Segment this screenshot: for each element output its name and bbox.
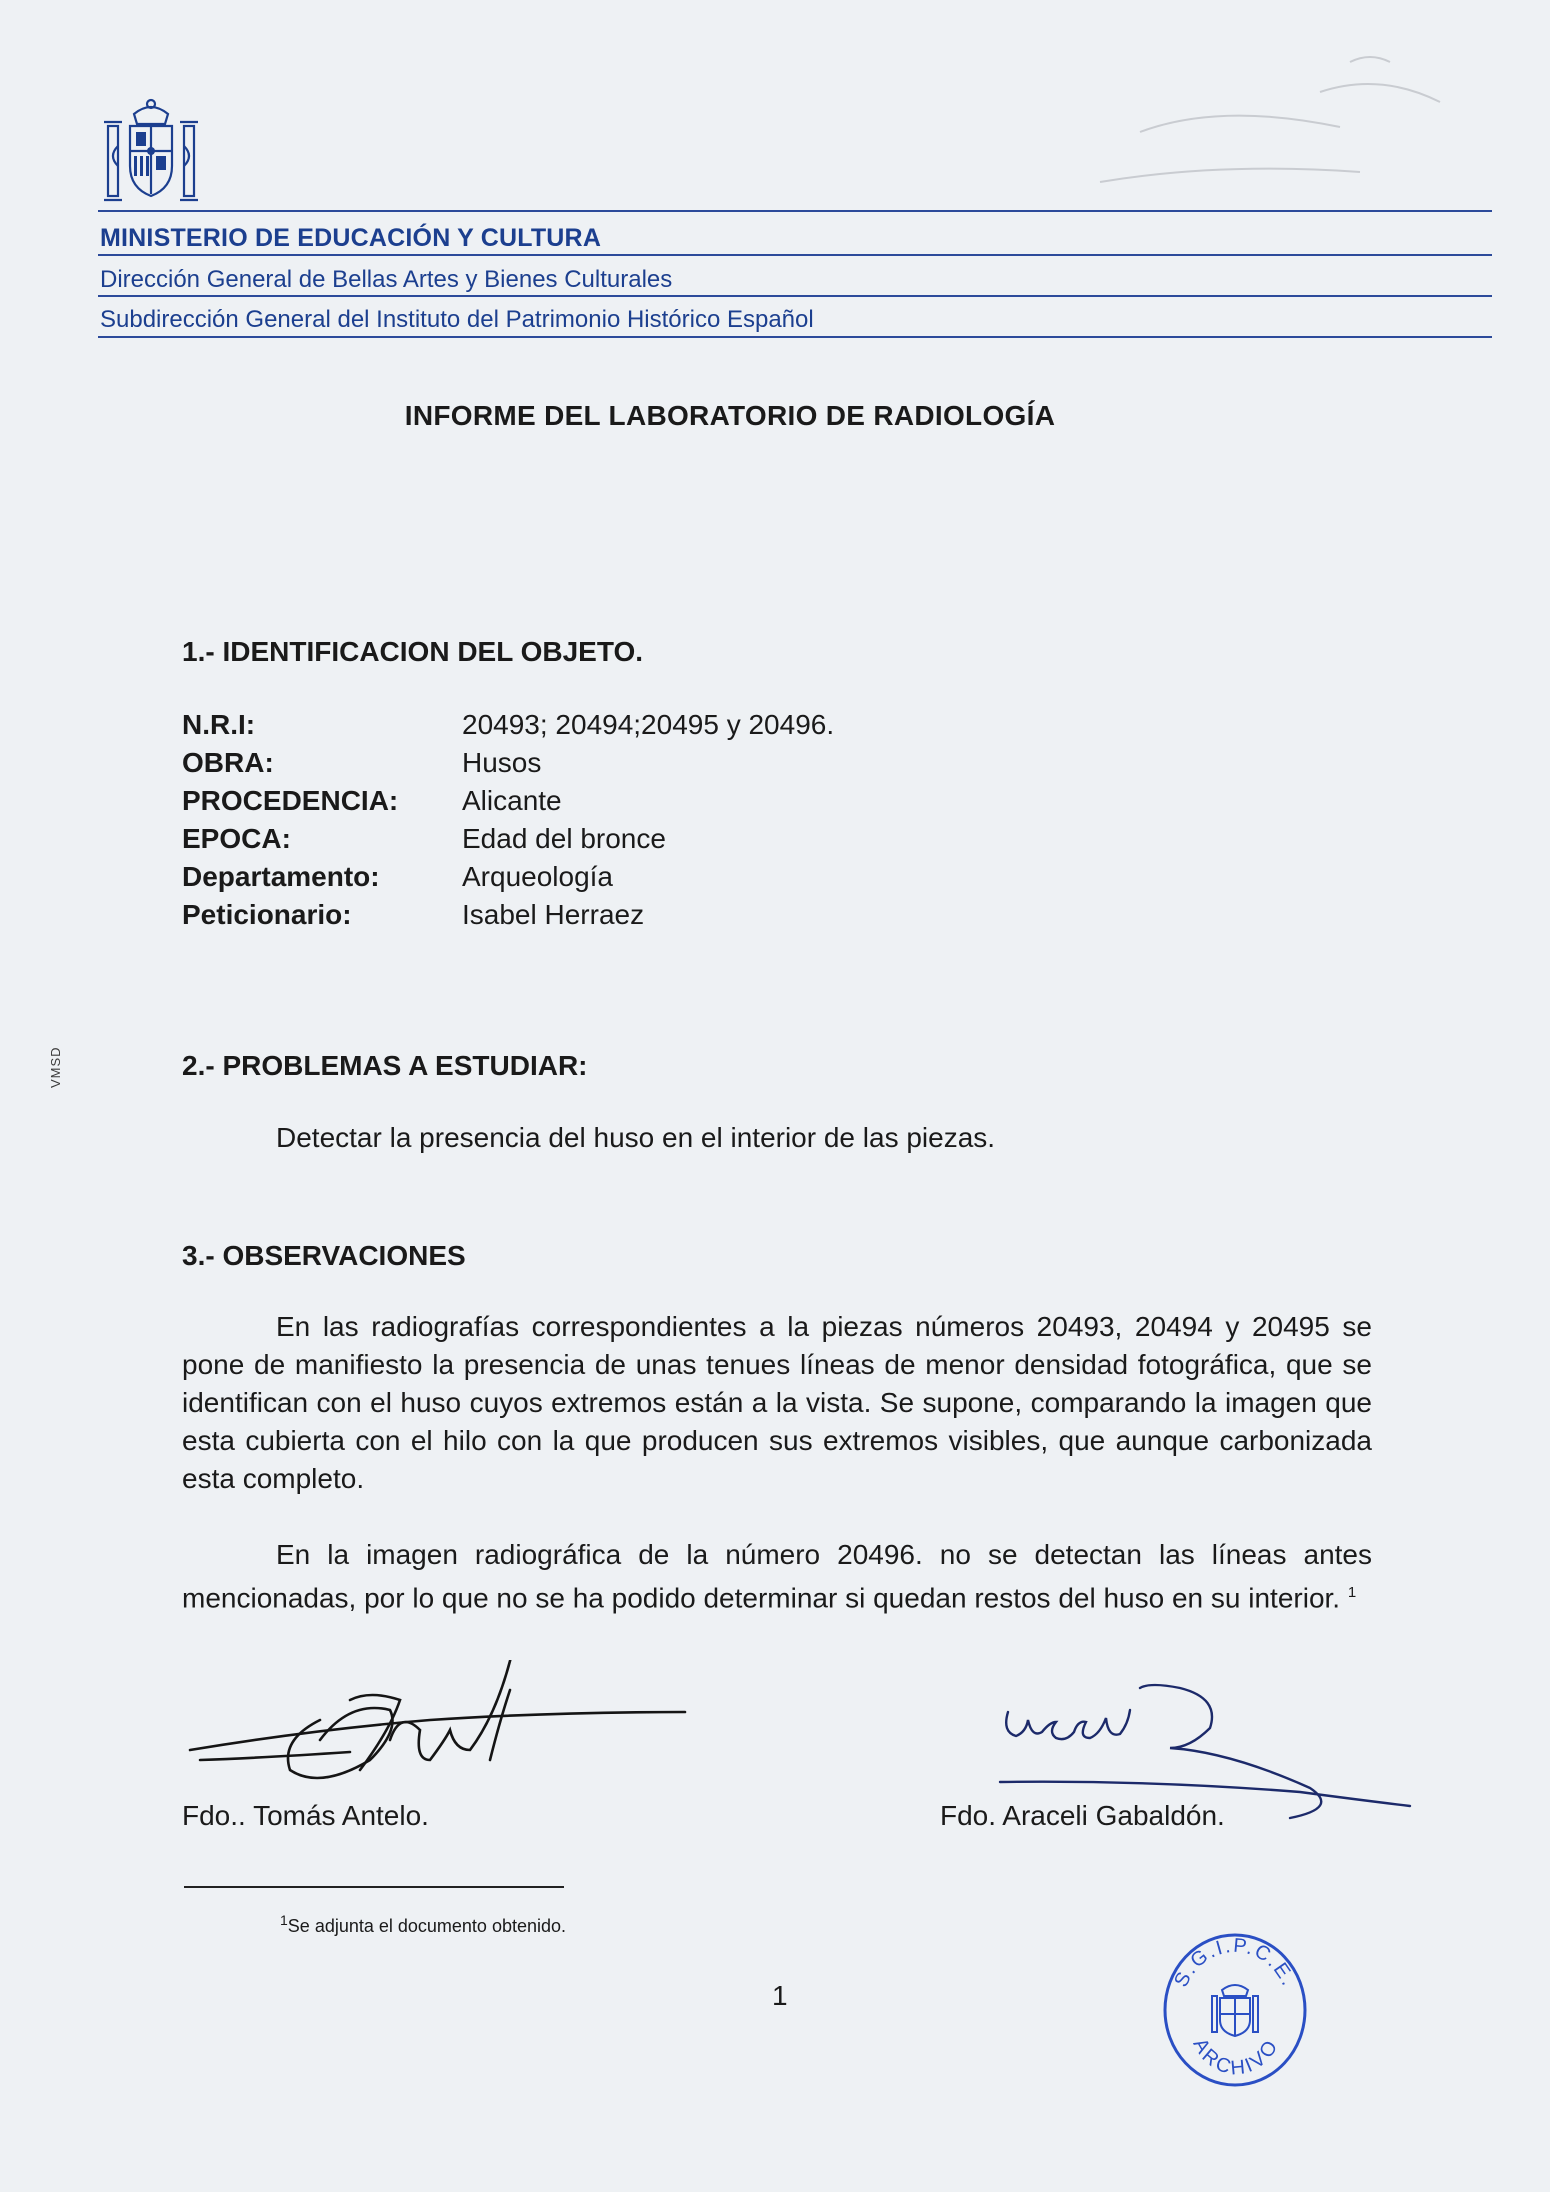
footnote-text: Se adjunta el documento obtenido.: [287, 1916, 567, 1936]
svg-text:ARCHIVO: [1188, 2035, 1283, 2080]
signature-antelo: [180, 1660, 700, 1800]
field-label: Departamento:: [182, 861, 380, 892]
footnote: [280, 1912, 566, 1937]
header-rule-3: [98, 295, 1492, 297]
field-value: Isabel Herraez: [462, 899, 645, 930]
section-3-heading: 3.- OBSERVACIONES: [182, 1240, 466, 1271]
header-rule-1: [98, 210, 1492, 212]
field-nri: [182, 706, 1182, 744]
stamp-top-text: S.G.I.P.C.E.: [1170, 1934, 1300, 1991]
section-1-heading: 1.- IDENTIFICACION DEL OBJETO.: [182, 636, 644, 667]
field-value: Husos: [462, 747, 542, 778]
section-2-heading: 2.- PROBLEMAS A ESTUDIAR:: [182, 1050, 588, 1081]
stamp-crest-icon: [1212, 1985, 1258, 2036]
footnote-mark: 1: [280, 1912, 288, 1928]
field-label: N.R.I:: [182, 709, 256, 740]
field-obra: [182, 744, 1182, 782]
signature-right-name: Fdo. Araceli Gabaldón.: [940, 1800, 1225, 1831]
directorate-name: Dirección General de Bellas Artes y Bienes Culturales: [100, 266, 673, 293]
svg-text:S.G.I.P.C.E.: [1170, 1935, 1300, 1991]
field-peticionario: [182, 896, 1182, 934]
field-departamento: [182, 858, 1182, 896]
margin-note: VMSD: [48, 1046, 63, 1088]
signature-left-name: Fdo.. Tomás Antelo.: [182, 1800, 429, 1831]
field-label: PROCEDENCIA:: [182, 785, 399, 816]
ministry-name: MINISTERIO DE EDUCACIÓN Y CULTURA: [100, 224, 602, 252]
footnote-reference: 1: [1347, 1584, 1357, 1601]
coat-of-arms-icon: [100, 96, 202, 206]
paragraph-text: En la imagen radiográfica de la número 20496. no se detectan las líneas antes mencionadas, por lo que no se ha podido determinar si quedan restos del huso en su interior.: [182, 1539, 1372, 1614]
field-value: Alicante: [462, 785, 562, 816]
report-title: INFORME DEL LABORATORIO DE RADIOLOGÍA: [404, 400, 1056, 431]
observation-paragraph-1: [182, 1308, 1372, 1498]
header-rule-2: [98, 254, 1492, 256]
paragraph-text: En las radiografías correspondientes a la piezas números 20493, 20494 y 20495 se pone de manifiesto la presencia de unas tenues líneas de menor densidad fotográfica, que se identifican con el huso cuyos extremos están a la vista. Se supone, comparando la imagen que esta cubierta con el hilo con la que producen sus extremos visibles, que aunque carbonizada esta completo.: [182, 1311, 1372, 1494]
problem-text: Detectar la presencia del huso en el interior de las piezas.: [276, 1122, 996, 1153]
subdirectorate-name: Subdirección General del Instituto del Patrimonio Histórico Español: [100, 306, 814, 333]
stamp-bottom-text: ARCHIVO: [1188, 2034, 1284, 2080]
field-epoca: [182, 820, 1182, 858]
header-rule-4: [98, 336, 1492, 338]
observation-paragraph-2: [182, 1536, 1372, 1617]
page-number: 1: [772, 1980, 788, 2011]
field-value: 20493; 20494;20495 y 20496.: [462, 709, 835, 740]
field-label: Peticionario:: [182, 899, 352, 930]
field-procedencia: [182, 782, 1182, 820]
field-label: EPOCA:: [182, 823, 291, 854]
field-value: Edad del bronce: [462, 823, 666, 854]
field-label: OBRA:: [182, 747, 274, 778]
archive-stamp: [1160, 1930, 1310, 2090]
field-value: Arqueología: [462, 861, 614, 892]
pencil-annotation: [1020, 22, 1500, 222]
footnote-rule: [184, 1886, 564, 1888]
